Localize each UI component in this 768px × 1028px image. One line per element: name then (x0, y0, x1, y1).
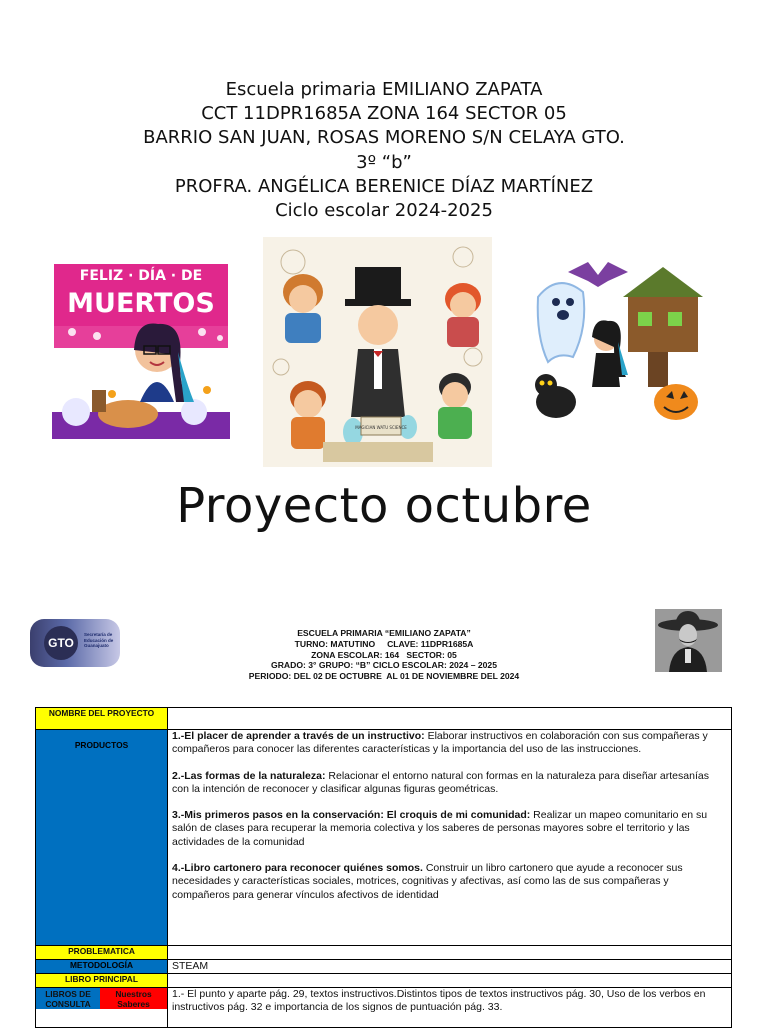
producto-title: 1.-El placer de aprender a través de un instructivo: (172, 730, 425, 742)
table-row (36, 960, 732, 974)
school-header (0, 78, 768, 223)
gto-logo (30, 619, 120, 667)
halloween-image (528, 257, 706, 433)
zapata-portrait (655, 609, 722, 672)
project-title: Proyecto octubre (176, 478, 592, 534)
project-table (35, 707, 732, 1028)
libros-consulta-cell (36, 988, 168, 1028)
banner-text-line2: MUERTOS (67, 288, 215, 319)
productos-value (168, 730, 732, 946)
table-row (36, 974, 732, 988)
productos-label-text: PRODUCTOS (74, 740, 129, 750)
producto-desc: Relacionar el entorno natural con formas en la naturaleza para diseñar artesanías con la intención de reconocer y clasificar algunas figuras geométricas. (172, 769, 709, 795)
producto-item (172, 862, 727, 902)
producto-desc: Realizar un mapeo comunitario en su salón de clases para recuperar la memoria colectiva y los saberes de personas mayores sobre el territorio y las actividades de la comunidad (172, 809, 708, 848)
table-row (36, 946, 732, 960)
school-info-block (200, 628, 568, 682)
gto-logo-text: Secretaría de Educación de Guanajuato (84, 632, 114, 648)
libros-consulta-label: LIBROS DE CONSULTA (36, 988, 100, 1009)
libros-consulta-split (36, 988, 167, 1009)
school-info-line: GRADO: 3° GRUPO: “B” CICLO ESCOLAR: 2024 – 2025 (271, 660, 497, 671)
producto-item (172, 730, 727, 757)
producto-title: 3.-Mis primeros pasos en la conservación: El croquis de mi comunidad: (172, 809, 531, 822)
nuestros-saberes-label: Nuestros Saberes (100, 988, 167, 1009)
science-kids-image (263, 237, 492, 467)
metodologia-label: METODOLOGÍA (36, 960, 168, 974)
header-line: BARRIO SAN JUAN, ROSAS MORENO S/N CELAYA GTO. (143, 127, 625, 149)
table-row (36, 708, 732, 730)
header-line: PROFRA. ANGÉLICA BERENICE DÍAZ MARTÍNEZ (174, 175, 594, 197)
libro-principal-label: LIBRO PRINCIPAL (36, 974, 168, 988)
table-row (36, 730, 732, 946)
libro-principal-value (168, 974, 732, 988)
header-line: 3º “b” (356, 151, 412, 173)
school-info-line: ESCUELA PRIMARIA “EMILIANO ZAPATA” (297, 628, 471, 638)
producto-desc: Elaborar instructivos en colaboración con sus compañeras y compañeros para conocer las diferentes características y la importancia del uso de las instrucciones. (172, 730, 708, 756)
metodologia-value: STEAM (168, 960, 732, 974)
nombre-proyecto-value (168, 708, 732, 730)
producto-title: 4.-Libro cartonero para reconocer quiénes somos. (172, 862, 423, 875)
producto-title: 2.-Las formas de la naturaleza: (172, 769, 326, 782)
gto-badge: GTO (44, 626, 78, 660)
header-line: Escuela primaria EMILIANO ZAPATA (225, 79, 543, 100)
banner-text-line1: FELIZ · DÍA · DE (79, 268, 203, 284)
school-info-line: PERIODO: DEL 02 DE OCTUBRE AL 01 DE NOVIEMBRE DEL 2024 (248, 671, 520, 682)
producto-item (172, 809, 727, 849)
producto-item (172, 770, 727, 797)
dia-de-muertos-image (52, 262, 230, 439)
school-info-line: TURNO: MATUTINO CLAVE: 11DPR1685A (294, 638, 474, 649)
table-row (36, 988, 732, 1028)
header-line: CCT 11DPR1685A ZONA 164 SECTOR 05 (201, 103, 567, 125)
problematica-value (168, 946, 732, 960)
producto-desc: Construir un libro cartonero que ayude a reconocer sus necesidades y características sociales, motrices, cognitivas y afectivas, así como las de sus compañeras y compañeros para generar vínculos afectivos de identidad (172, 862, 683, 901)
header-line: Ciclo escolar 2024-2025 (275, 200, 493, 222)
nombre-proyecto-label: NOMBRE DEL PROYECTO (36, 708, 168, 730)
book-label-text: MAGICIAN WATU SCIENCE (355, 425, 407, 430)
libros-consulta-value: 1.- El punto y aparte pág. 29, textos instructivos.Distintos tipos de textos instructivos pág. 30, Uso de los verbos en instructivos pág. 32 e importancia de los signos de puntuación pág. 33. (168, 988, 732, 1028)
problematica-label: PROBLEMATICA (36, 946, 168, 960)
productos-label (36, 730, 168, 946)
school-info-line: ZONA ESCOLAR: 164 SECTOR: 05 (311, 649, 457, 660)
